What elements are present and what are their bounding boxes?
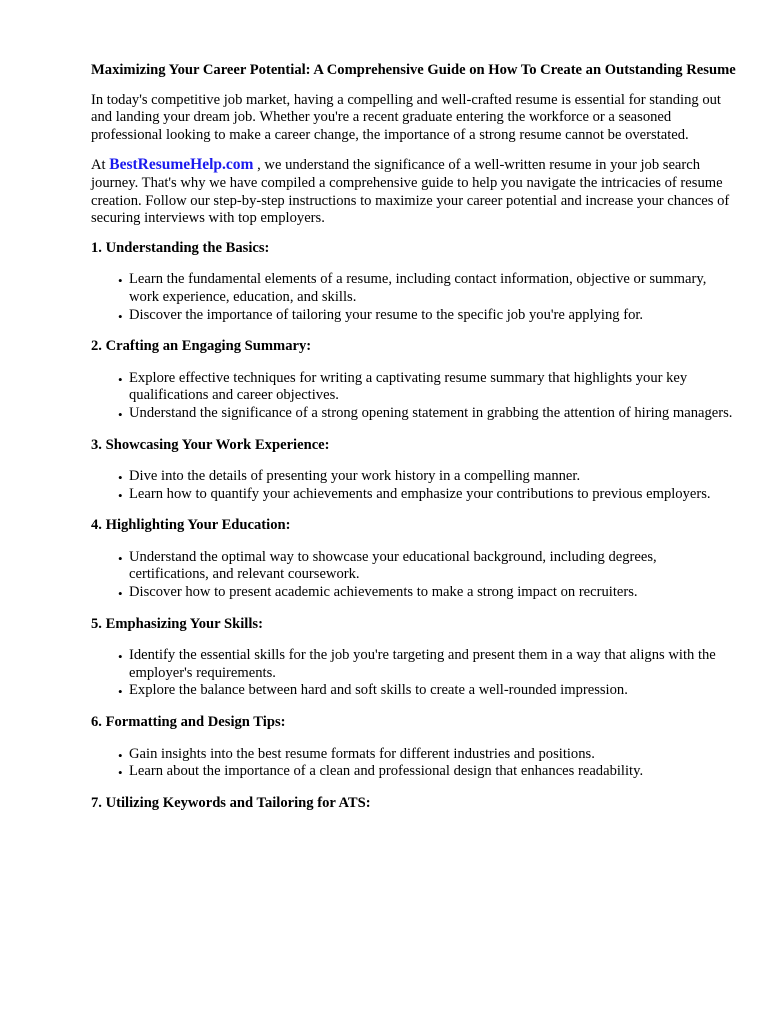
bullet-icon: • — [118, 487, 123, 503]
bullet-icon: • — [118, 550, 123, 566]
list-item — [118, 271, 737, 306]
list-item — [118, 485, 737, 504]
section-heading: 2. Crafting an Engaging Summary: — [91, 338, 312, 355]
bullet-icon: • — [118, 586, 123, 602]
about-text: , we understand the significance of a well-written resume in your job search journey. That's why we have compiled a comprehensive guide to help you navigate the intricacies of resume creation. Follow our step-by-step instructions to maximize your career potential and increase your chances of securing interviews with top employers. — [91, 157, 730, 227]
about-prefix: At — [91, 157, 110, 174]
list-item — [118, 404, 737, 423]
document-title: Maximizing Your Career Potential: A Comprehensive Guide on How To Create an Outstanding Resume — [91, 62, 736, 78]
bullet-list — [91, 271, 737, 324]
bullet-icon: • — [118, 649, 123, 665]
bullet-list — [91, 370, 737, 423]
section-heading: 6. Formatting and Design Tips: — [91, 714, 286, 731]
list-item-text: Dive into the details of presenting your work history in a compelling manner. — [129, 468, 581, 485]
bullet-list — [91, 549, 737, 602]
list-item-text: Identify the essential skills for the job you're targeting and present them in a way that aligns with the employer's requirements. — [129, 647, 716, 681]
list-item — [118, 682, 737, 700]
list-item-text: Learn how to quantify your achievements and emphasize your contributions to previous employers. — [129, 485, 711, 502]
bullet-icon: • — [118, 747, 123, 763]
list-item — [118, 584, 737, 602]
list-item — [118, 647, 737, 682]
section-heading: 3. Showcasing Your Work Experience: — [91, 436, 330, 453]
bullet-list — [91, 647, 737, 700]
list-item-text: Learn the fundamental elements of a resume, including contact information, objective or summary, work experience, education, and skills. — [129, 271, 707, 305]
bullet-list — [91, 468, 737, 503]
document-page — [91, 62, 737, 826]
list-item-text: Understand the significance of a strong opening statement in grabbing the attention of hiring managers. — [129, 404, 733, 421]
section-heading: 7. Utilizing Keywords and Tailoring for ATS: — [91, 794, 371, 811]
bullet-icon: • — [118, 684, 123, 700]
bullet-icon: • — [118, 308, 123, 324]
bullet-list — [91, 746, 737, 781]
list-item — [118, 369, 737, 405]
list-item — [118, 306, 737, 325]
list-item-text: Explore the balance between hard and soft skills to create a well-rounded impression. — [129, 682, 628, 699]
section-heading: 1. Understanding the Basics: — [91, 239, 270, 256]
sections-container — [91, 240, 737, 813]
bullet-icon: • — [118, 406, 123, 422]
list-item-text: Gain insights into the best resume formats for different industries and positions. — [129, 745, 595, 762]
list-item-text: Learn about the importance of a clean and professional design that enhances readability. — [129, 763, 644, 780]
bullet-icon: • — [118, 371, 123, 387]
list-item-text: Discover the importance of tailoring your resume to the specific job you're applying for. — [129, 306, 644, 323]
list-item — [118, 745, 737, 764]
list-item — [118, 468, 737, 486]
section-heading: 5. Emphasizing Your Skills: — [91, 615, 263, 632]
bullet-icon: • — [118, 273, 123, 289]
list-item-text: Discover how to present academic achievements to make a strong impact on recruiters. — [129, 584, 638, 601]
about-paragraph — [91, 156, 737, 227]
list-item — [118, 548, 737, 584]
list-item-text: Explore effective techniques for writing a captivating resume summary that highlights your key qualifications and career objectives. — [129, 369, 688, 404]
list-item — [118, 763, 737, 781]
list-item-text: Understand the optimal way to showcase your educational background, including degrees, certifications, and relevant coursework. — [129, 548, 657, 583]
bullet-icon: • — [118, 765, 123, 781]
section-heading: 4. Highlighting Your Education: — [91, 517, 291, 534]
intro-paragraph: In today's competitive job market, having a compelling and well-crafted resume is essential for standing out and landing your dream job. Whether you're a recent graduate entering the workforce or a seasoned professional looking to make a career change, the importance of a strong resume cannot be overstated. — [91, 91, 721, 143]
bestresumehelp-link[interactable]: BestResumeHelp.com — [109, 156, 254, 174]
bullet-icon: • — [118, 470, 123, 486]
